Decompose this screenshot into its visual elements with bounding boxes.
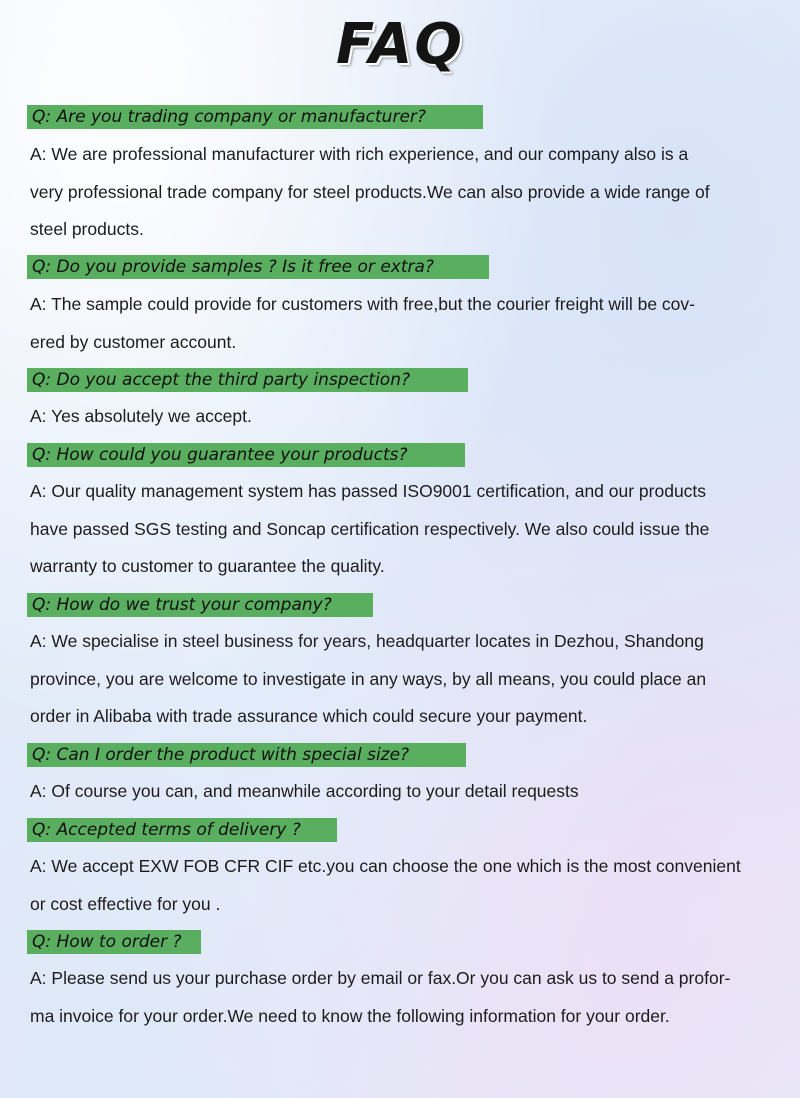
faq-question-1: Q: Are you trading company or manufacturer? — [27, 105, 483, 129]
answer-line: ered by customer account. — [30, 331, 237, 352]
answer-line: very professional trade company for steel products.We can also provide a wide range of — [30, 181, 710, 202]
answer-line: province, you are welcome to investigate in any ways, by all means, you could place an — [30, 668, 707, 689]
answer-line: A: Please send us your purchase order by email or fax.Or you can ask us to send a profor- — [30, 968, 731, 988]
faq-answer-6 — [30, 773, 579, 811]
faq-question-7: Q: Accepted terms of delivery ? — [27, 818, 337, 842]
faq-question-8: Q: How to order ? — [27, 930, 201, 954]
answer-line: A: We specialise in steel business for years, headquarter locates in Dezhou, Shandong — [30, 631, 704, 651]
answer-line: ma invoice for your order.We need to know the following information for your order. — [30, 1005, 670, 1026]
answer-line: A: Of course you can, and meanwhile according to your detail requests — [30, 781, 579, 801]
faq-question-3: Q: Do you accept the third party inspection? — [27, 368, 468, 392]
faq-answer-7 — [30, 848, 741, 923]
faq-answer-1 — [30, 136, 710, 249]
faq-answer-4 — [30, 473, 709, 586]
answer-line: or cost effective for you . — [30, 893, 221, 914]
faq-answer-5 — [30, 623, 706, 736]
faq-question-6: Q: Can I order the product with special size? — [27, 743, 466, 767]
answer-line: order in Alibaba with trade assurance which could secure your payment. — [30, 706, 588, 726]
answer-line: A: We are professional manufacturer with rich experience, and our company also is a — [30, 144, 689, 164]
faq-question-2: Q: Do you provide samples ? Is it free or extra? — [27, 255, 489, 279]
faq-answer-2 — [30, 286, 695, 361]
faq-answer-8 — [30, 960, 730, 1035]
answer-line: have passed SGS testing and Soncap certification respectively. We also could issue the — [30, 518, 710, 539]
answer-line: A: The sample could provide for customers with free,but the courier freight will be cov- — [30, 294, 695, 314]
answer-line: A: Our quality management system has passed ISO9001 certification, and our products — [30, 481, 707, 501]
faq-question-5: Q: How do we trust your company? — [27, 593, 373, 617]
faq-question-4: Q: How could you guarantee your products? — [27, 443, 465, 467]
answer-line: A: We accept EXW FOB CFR CIF etc.you can choose the one which is the most convenient — [30, 856, 741, 876]
answer-line: warranty to customer to guarantee the quality. — [30, 556, 385, 576]
answer-line: steel products. — [30, 219, 144, 239]
answer-line: A: Yes absolutely we accept. — [30, 406, 252, 426]
faq-answer-3 — [30, 398, 252, 436]
page-title: FAQ — [336, 12, 464, 77]
